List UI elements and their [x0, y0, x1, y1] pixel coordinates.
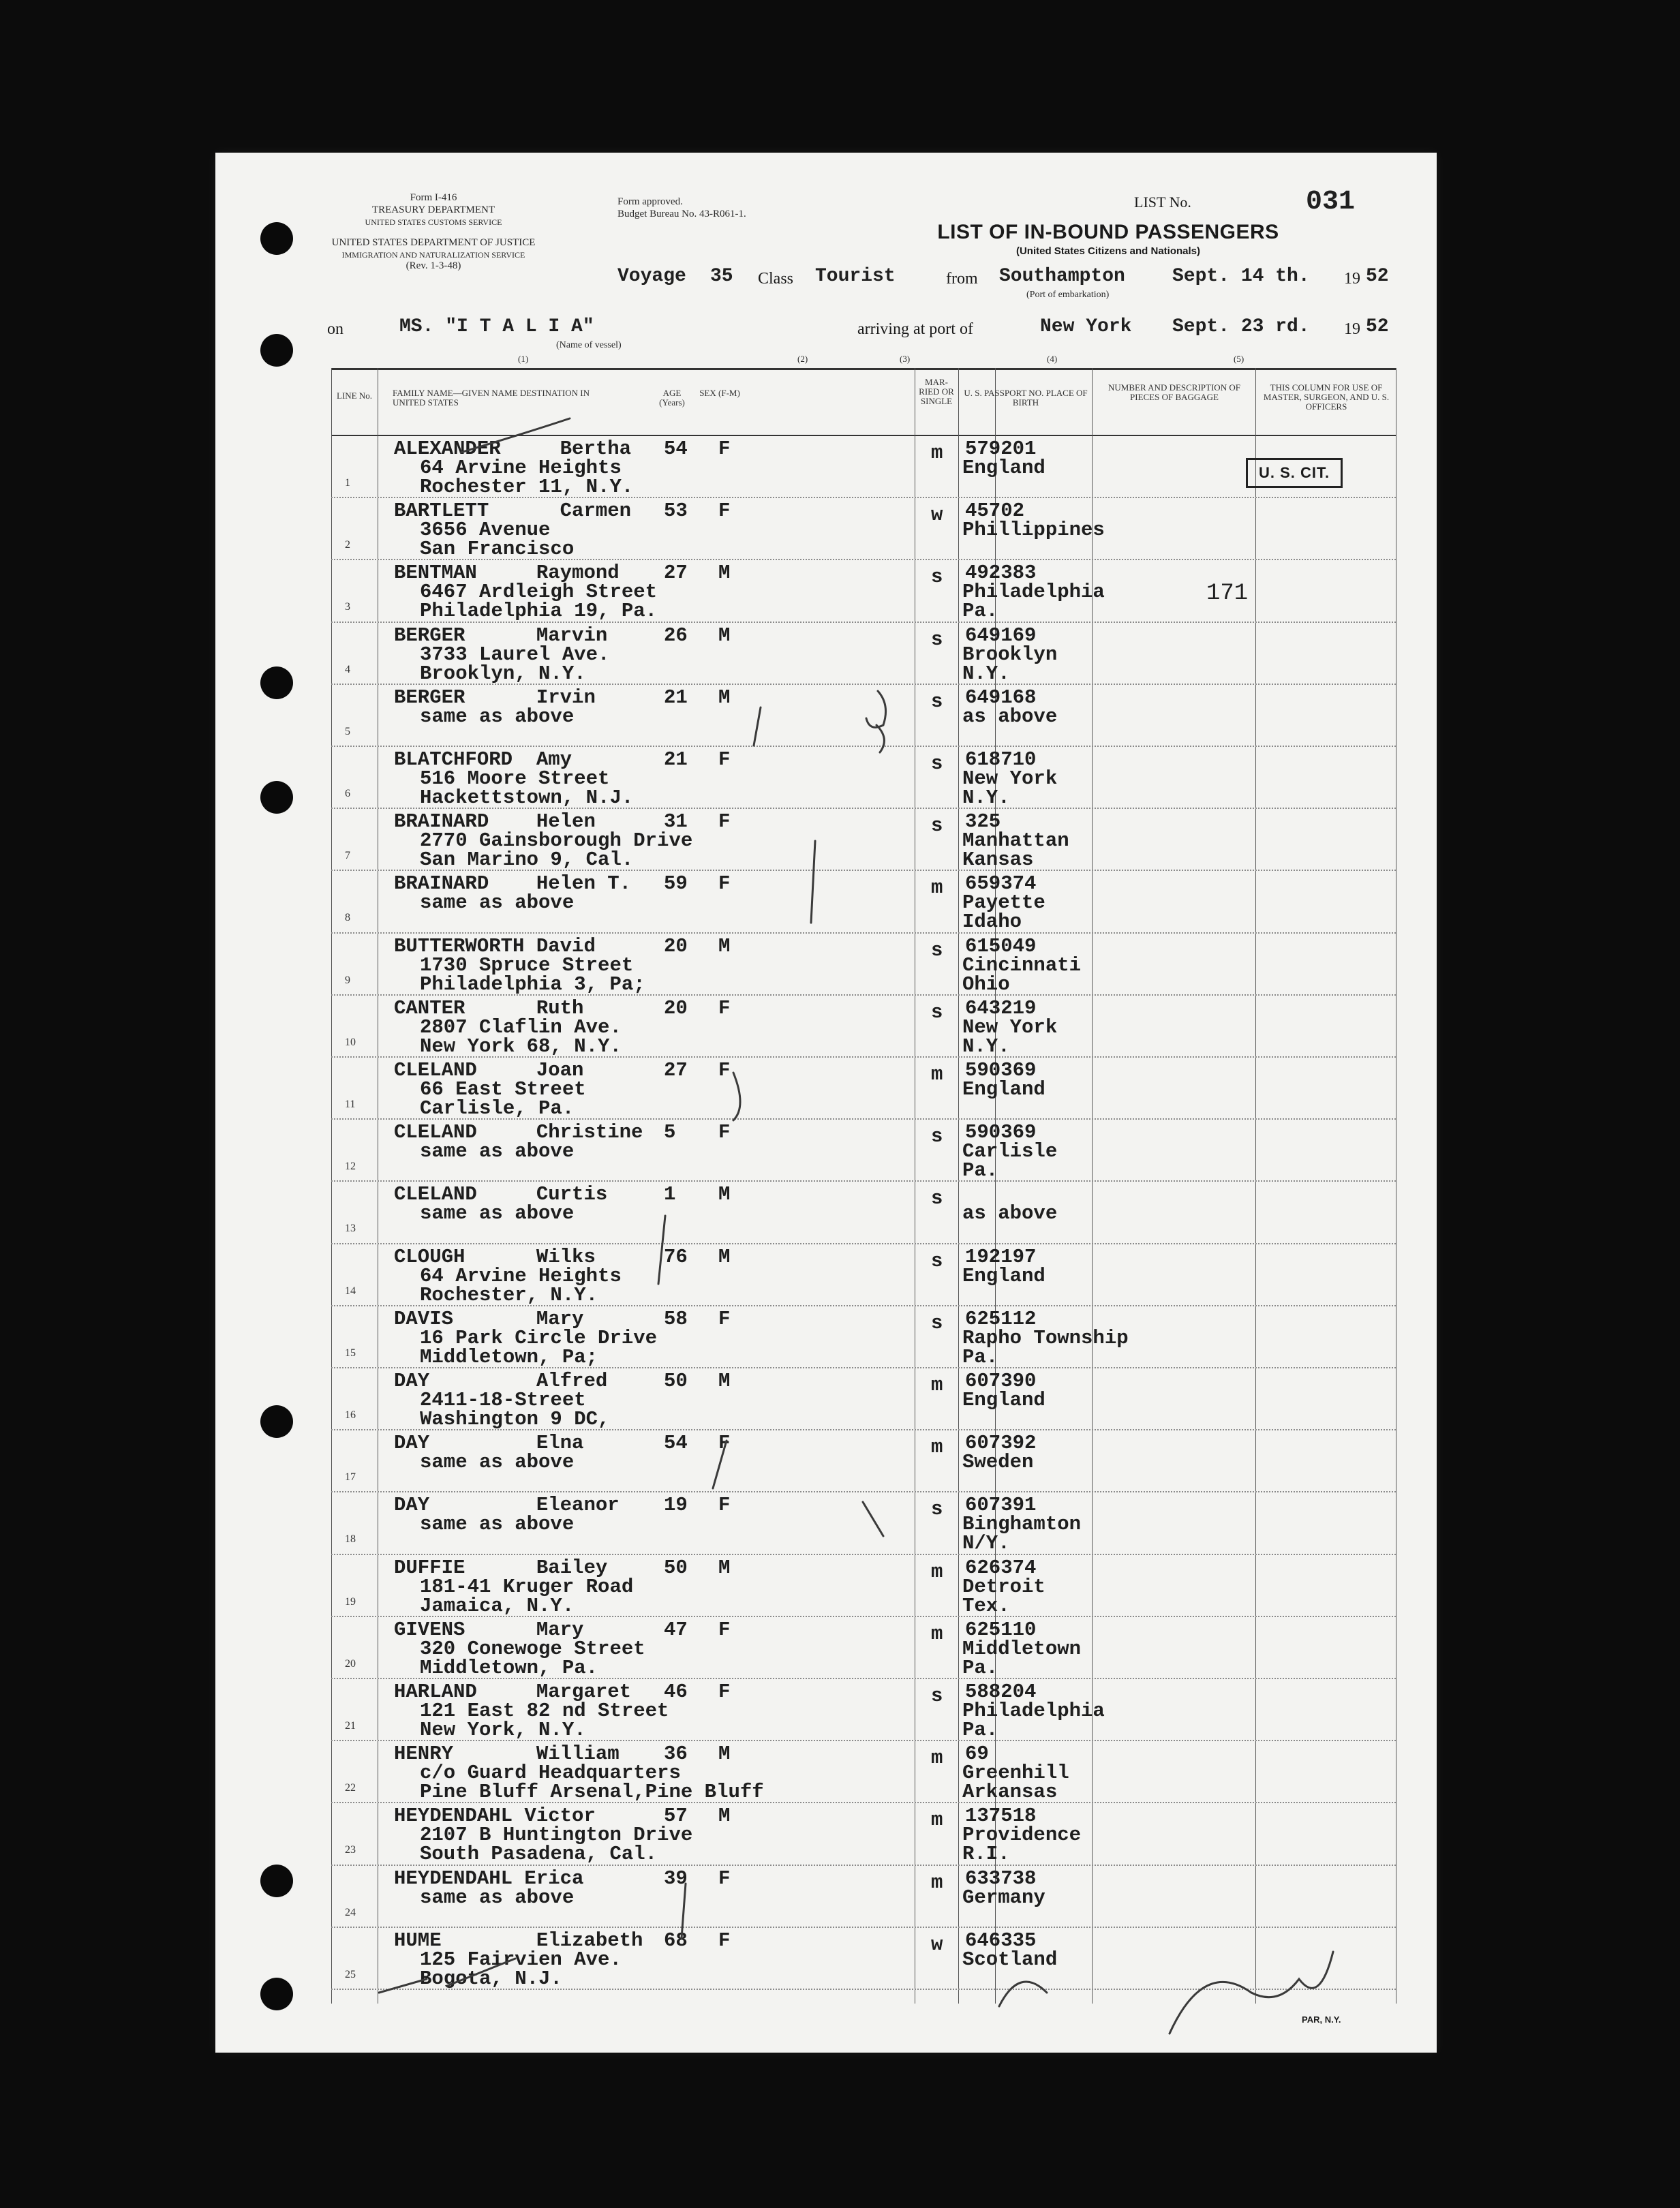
passenger-name: DAY Elna	[394, 1432, 584, 1455]
marital-status: s	[931, 938, 943, 962]
passenger-name: BERGER Irvin	[394, 686, 596, 709]
passenger-address-2: Philadelphia 3, Pa;	[420, 972, 645, 996]
port-of-embarkation: Southampton	[999, 266, 1125, 287]
passport-number: 579201	[965, 438, 1037, 460]
passenger-age: 54	[664, 438, 688, 460]
line-number: 15	[345, 1347, 356, 1359]
passenger-age: 68	[664, 1929, 688, 1952]
class-value: Tourist	[815, 266, 896, 287]
place-of-birth-1: Detroit	[962, 1575, 1045, 1598]
place-of-birth-2: Pa.	[962, 1719, 998, 1741]
passenger-address-1: c/o Guard Headquarters	[420, 1762, 681, 1785]
line-number: 2	[345, 539, 350, 551]
passenger-address-2: New York, N.Y.	[420, 1719, 586, 1741]
passport-number: 626374	[965, 1556, 1037, 1579]
place-of-birth-1: New York	[962, 1015, 1058, 1039]
vessel-name: MS. "I T A L I A"	[399, 316, 594, 337]
place-of-birth-1: Middletown	[962, 1637, 1082, 1660]
passenger-age: 21	[664, 748, 688, 771]
passport-number: 646335	[965, 1929, 1037, 1952]
passport-number: 615049	[965, 934, 1037, 957]
passenger-age: 36	[664, 1743, 688, 1766]
passport-number: 69	[965, 1743, 989, 1766]
officer-note: 171	[1206, 581, 1249, 607]
col-header-officers: THIS COLUMN FOR USE OF MASTER, SURGEON, AND U. S. OFFICERS	[1263, 382, 1390, 412]
col-header-sex: SEX (F-M)	[699, 388, 740, 398]
passenger-age: 1	[664, 1183, 676, 1206]
passenger-address-1: same as above	[420, 1513, 575, 1536]
col-header-married: MAR-RIED OR SINGLE	[919, 377, 954, 406]
place-of-birth-1: Carlisle	[962, 1140, 1058, 1163]
place-of-birth-2: Tex.	[962, 1594, 1010, 1617]
passenger-address-1: 121 East 82 nd Street	[420, 1700, 669, 1722]
col-num-5: (5)	[1234, 354, 1244, 364]
marital-status: w	[931, 1933, 943, 1956]
place-of-birth-1: Brooklyn	[962, 643, 1058, 666]
passport-number: 590369	[965, 1059, 1037, 1082]
passenger-address-1: 66 East Street	[420, 1078, 586, 1101]
passport-number: 590369	[965, 1121, 1037, 1144]
line-number: 3	[345, 601, 350, 613]
passenger-address-1: same as above	[420, 891, 575, 915]
form-title: LIST OF IN-BOUND PASSENGERS	[937, 221, 1279, 243]
passenger-name: CLELAND Joan	[394, 1059, 584, 1082]
passenger-sex: F	[718, 1681, 731, 1703]
line-number: 21	[345, 1720, 356, 1732]
place-of-birth-2: Pa.	[962, 1656, 998, 1679]
passenger-name: HUME Elizabeth	[394, 1929, 643, 1952]
passenger-address-1: 6467 Ardleigh Street	[420, 581, 658, 604]
arrival-port: New York	[1040, 316, 1132, 337]
passport-number: 649169	[965, 624, 1037, 647]
passenger-sex: M	[718, 1805, 731, 1828]
col-header-name: FAMILY NAME—GIVEN NAME DESTINATION IN UNITED STATES	[393, 388, 590, 408]
budget-bureau: Budget Bureau No. 43-R061-1.	[617, 209, 746, 219]
passenger-address-1: 516 Moore Street	[420, 767, 610, 790]
passenger-address-2: Jamaica, N.Y.	[420, 1594, 575, 1617]
passenger-age: 39	[664, 1867, 688, 1890]
passenger-name: CLELAND Curtis	[394, 1183, 608, 1206]
arriving-label: arriving at port of	[857, 320, 973, 338]
passenger-name: BRAINARD Helen T.	[394, 872, 632, 895]
passenger-address-1: 3656 Avenue	[420, 519, 551, 542]
passenger-name: BERGER Marvin	[394, 624, 608, 647]
marital-status: m	[931, 1063, 943, 1086]
passenger-sex: F	[718, 1618, 731, 1641]
passport-number: 492383	[965, 562, 1037, 585]
passenger-age: 59	[664, 872, 688, 895]
passenger-address-1: same as above	[420, 1886, 575, 1909]
passport-number: 45702	[965, 500, 1025, 523]
passport-number: 625112	[965, 1307, 1037, 1330]
line-number: 8	[345, 912, 350, 924]
marital-status: m	[931, 1809, 943, 1832]
passenger-address-2: New York 68, N.Y.	[420, 1034, 622, 1058]
place-of-birth-1: as above	[962, 1202, 1058, 1225]
passenger-name: BRAINARD Helen	[394, 810, 596, 833]
col-header-age: AGE (Years)	[659, 388, 685, 408]
passenger-address-1: 1730 Spruce Street	[420, 953, 634, 977]
passenger-sex: F	[718, 810, 731, 833]
passenger-address-1: 64 Arvine Heights	[420, 457, 622, 479]
passenger-age: 58	[664, 1307, 688, 1330]
dept-immigration: IMMIGRATION AND NATURALIZATION SERVICE	[341, 250, 525, 260]
place-of-birth-1: England	[962, 457, 1045, 479]
passenger-name: HEYDENDAHL Victor	[394, 1805, 596, 1828]
passenger-name: DAVIS Mary	[394, 1307, 584, 1330]
passenger-address-2: Carlisle, Pa.	[420, 1097, 575, 1120]
line-number: 13	[345, 1223, 356, 1235]
col-num-3: (3)	[900, 354, 911, 364]
manifest-page	[215, 153, 1437, 2053]
on-label: on	[327, 320, 343, 338]
passenger-age: 47	[664, 1618, 688, 1641]
passenger-name: DAY Eleanor	[394, 1494, 620, 1517]
passenger-age: 26	[664, 624, 688, 647]
passenger-age: 19	[664, 1494, 688, 1517]
place-of-birth-1: Philadelphia	[962, 1700, 1105, 1722]
passenger-address-1: 3733 Laurel Ave.	[420, 643, 610, 666]
place-of-birth-1: Providence	[962, 1824, 1082, 1847]
passport-number: 618710	[965, 748, 1037, 771]
passenger-sex: F	[718, 1121, 731, 1144]
passenger-age: 21	[664, 686, 688, 709]
passenger-sex: F	[718, 500, 731, 523]
passenger-age: 76	[664, 1245, 688, 1268]
passport-number: 588204	[965, 1681, 1037, 1703]
dept-justice: UNITED STATES DEPARTMENT OF JUSTICE	[331, 237, 536, 248]
passenger-name: ALEXANDER Bertha	[394, 438, 632, 460]
passenger-sex: M	[718, 1556, 731, 1579]
marital-status: m	[931, 1622, 943, 1645]
line-number: 9	[345, 974, 350, 986]
passenger-name: HEYDENDAHL Erica	[394, 1867, 584, 1890]
passport-number: 643219	[965, 996, 1037, 1019]
marital-status: s	[931, 1125, 943, 1148]
col-num-2: (2)	[797, 354, 808, 364]
passenger-age: 20	[664, 996, 688, 1019]
passenger-sex: M	[718, 1183, 731, 1206]
passport-number: 659374	[965, 872, 1037, 895]
passenger-address-2: Washington 9 DC,	[420, 1408, 610, 1430]
place-of-birth-1: England	[962, 1264, 1045, 1287]
departure-date: Sept. 14 th.	[1172, 266, 1310, 287]
arrival-year-prefix: 19	[1344, 320, 1360, 338]
marital-status: s	[931, 1249, 943, 1272]
printer-mark: PAR, N.Y.	[1302, 2014, 1341, 2025]
passenger-address-2: Hackettstown, N.J.	[420, 786, 634, 809]
passenger-sex: M	[718, 624, 731, 647]
us-citizen-stamp: U. S. CIT.	[1246, 458, 1343, 488]
marital-status: s	[931, 566, 943, 589]
place-of-birth-1: Manhattan	[962, 829, 1069, 853]
col-header-line-no: LINE No.	[337, 390, 372, 401]
voyage-label: Voyage	[617, 266, 686, 287]
passenger-age: 57	[664, 1805, 688, 1828]
place-of-birth-1: Payette	[962, 891, 1045, 915]
line-number: 25	[345, 1968, 356, 1980]
line-number: 5	[345, 725, 350, 737]
place-of-birth-2: Kansas	[962, 848, 1034, 872]
passenger-age: 53	[664, 500, 688, 523]
place-of-birth-2: Pa.	[962, 1159, 998, 1182]
line-number: 12	[345, 1161, 356, 1173]
passenger-address-2: Philadelphia 19, Pa.	[420, 600, 658, 623]
passenger-name: GIVENS Mary	[394, 1618, 584, 1641]
marital-status: s	[931, 1685, 943, 1707]
marital-status: m	[931, 1747, 943, 1770]
passenger-sex: M	[718, 934, 731, 957]
passenger-sex: F	[718, 748, 731, 771]
passenger-sex: M	[718, 1245, 731, 1268]
place-of-birth-2: Pa.	[962, 1345, 998, 1368]
passenger-address-2: Rochester, N.Y.	[420, 1283, 598, 1306]
place-of-birth-2: N.Y.	[962, 662, 1010, 685]
arrival-date: Sept. 23 rd.	[1172, 316, 1310, 337]
passenger-sex: F	[718, 1059, 731, 1082]
passenger-address-1: same as above	[420, 1202, 575, 1225]
dept-treasury: TREASURY DEPARTMENT	[371, 204, 495, 215]
passport-number: 325	[965, 810, 1001, 833]
marital-status: m	[931, 1560, 943, 1583]
passenger-sex: M	[718, 1370, 731, 1392]
passenger-sex: F	[718, 438, 731, 460]
list-number: 031	[1306, 187, 1356, 217]
passenger-address-1: same as above	[420, 1451, 575, 1474]
passenger-address-1: same as above	[420, 1140, 575, 1163]
place-of-birth-2: Ohio	[962, 972, 1010, 996]
dept-customs: UNITED STATES CUSTOMS SERVICE	[365, 217, 502, 227]
passenger-name: DUFFIE Bailey	[394, 1556, 608, 1579]
passport-number: 649168	[965, 686, 1037, 709]
passenger-sex: F	[718, 872, 731, 895]
place-of-birth-1: Cincinnati	[962, 953, 1082, 977]
passenger-name: BARTLETT Carmen	[394, 500, 632, 523]
place-of-birth-1: Philadelphia	[962, 581, 1105, 604]
place-of-birth-1: England	[962, 1389, 1045, 1411]
passenger-address-2: Rochester 11, N.Y.	[420, 476, 634, 498]
place-of-birth-2: N/Y.	[962, 1532, 1010, 1555]
passenger-name: BLATCHFORD Amy	[394, 748, 572, 771]
marital-status: s	[931, 628, 943, 651]
line-number: 14	[345, 1285, 356, 1297]
place-of-birth-2: R.I.	[962, 1843, 1010, 1866]
passenger-sex: M	[718, 562, 731, 585]
form-subtitle: (United States Citizens and Nationals)	[1015, 245, 1201, 257]
marital-status: m	[931, 1374, 943, 1396]
place-of-birth-1: England	[962, 1078, 1045, 1101]
passenger-name: CLOUGH Wilks	[394, 1245, 596, 1268]
marital-status: m	[931, 1436, 943, 1459]
place-of-birth-1: Scotland	[962, 1948, 1058, 1971]
place-of-birth-1: New York	[962, 767, 1058, 790]
passenger-address-1: 64 Arvine Heights	[420, 1264, 622, 1287]
passport-number: 137518	[965, 1805, 1037, 1828]
marital-status: s	[931, 690, 943, 713]
passenger-address-1: 125 Fairvien Ave.	[420, 1948, 622, 1971]
passenger-address-2: South Pasadena, Cal.	[420, 1843, 658, 1866]
place-of-birth-2: N.Y.	[962, 786, 1010, 809]
passenger-address-2: Pine Bluff Arsenal,Pine Bluff	[420, 1781, 764, 1804]
col-num-4: (4)	[1047, 354, 1058, 364]
line-number: 6	[345, 788, 350, 799]
place-of-birth-2: Arkansas	[962, 1781, 1058, 1804]
place-of-birth-2: Pa.	[962, 600, 998, 623]
passenger-name: HENRY William	[394, 1743, 620, 1766]
line-number: 20	[345, 1657, 356, 1670]
from-label: from	[946, 270, 978, 288]
marital-status: m	[931, 442, 943, 464]
voyage-number: 35	[710, 266, 733, 287]
marital-status: w	[931, 504, 943, 527]
marital-status: m	[931, 876, 943, 900]
place-of-birth-2: Idaho	[962, 910, 1022, 934]
passenger-name: BUTTERWORTH David	[394, 934, 596, 957]
place-of-birth-1: Greenhill	[962, 1762, 1069, 1785]
col-header-passport: U. S. PASSPORT NO. PLACE OF BIRTH	[964, 388, 1088, 408]
passenger-address-1: 16 Park Circle Drive	[420, 1326, 658, 1349]
place-of-birth-1: Germany	[962, 1886, 1045, 1909]
passenger-sex: M	[718, 686, 731, 709]
passenger-address-1: 320 Conewoge Street	[420, 1637, 645, 1660]
line-number: 16	[345, 1409, 356, 1421]
passenger-address-2: Middletown, Pa;	[420, 1345, 598, 1368]
passenger-address-2: Brooklyn, N.Y.	[420, 662, 586, 685]
marital-status: s	[931, 1311, 943, 1334]
passenger-sex: F	[718, 1307, 731, 1330]
passport-number: 633738	[965, 1867, 1037, 1890]
passport-number: 607390	[965, 1370, 1037, 1392]
passenger-age: 20	[664, 934, 688, 957]
line-number: 10	[345, 1036, 356, 1048]
revision: (Rev. 1-3-48)	[406, 260, 461, 271]
passenger-age: 5	[664, 1121, 676, 1144]
place-of-birth-1: Rapho Township	[962, 1326, 1129, 1349]
departure-year-prefix: 19	[1344, 270, 1360, 288]
line-number: 23	[345, 1844, 356, 1856]
passenger-address-1: same as above	[420, 705, 575, 728]
marital-status: s	[931, 814, 943, 838]
passenger-sex: F	[718, 1867, 731, 1890]
passenger-name: DAY Alfred	[394, 1370, 608, 1392]
col-header-baggage: NUMBER AND DESCRIPTION OF PIECES OF BAGGAGE	[1108, 382, 1240, 402]
line-number: 11	[345, 1099, 356, 1110]
passenger-address-2: Bogota, N.J.	[420, 1967, 562, 1990]
passport-number: 607392	[965, 1432, 1037, 1455]
place-of-birth-1: Binghamton	[962, 1513, 1082, 1536]
line-number: 22	[345, 1782, 356, 1794]
place-of-birth-1: Phillippines	[962, 519, 1105, 542]
passenger-age: 46	[664, 1681, 688, 1703]
place-of-birth-1: Sweden	[962, 1451, 1034, 1474]
passenger-address-1: 2770 Gainsborough Drive	[420, 829, 693, 853]
col-num-1: (1)	[518, 354, 529, 364]
line-number: 18	[345, 1533, 356, 1546]
passenger-age: 27	[664, 1059, 688, 1082]
form-number: Form I-416	[410, 192, 457, 203]
marital-status: m	[931, 1871, 943, 1894]
passenger-age: 50	[664, 1370, 688, 1392]
place-of-birth-1: as above	[962, 705, 1058, 728]
list-no-label: LIST No.	[1134, 194, 1191, 211]
passenger-sex: F	[718, 1929, 731, 1952]
line-number: 1	[345, 477, 350, 489]
passenger-age: 31	[664, 810, 688, 833]
line-number: 7	[345, 850, 350, 862]
passenger-sex: F	[718, 1432, 731, 1455]
passenger-address-2: Middletown, Pa.	[420, 1656, 598, 1679]
passenger-sex: F	[718, 996, 731, 1019]
port-embark-caption: (Port of embarkation)	[1026, 290, 1110, 300]
marital-status: s	[931, 1498, 943, 1521]
class-label: Class	[758, 270, 794, 288]
marital-status: s	[931, 1187, 943, 1210]
marital-status: s	[931, 752, 943, 775]
handwritten-marks	[215, 153, 1437, 2053]
passenger-name: CANTER Ruth	[394, 996, 584, 1019]
passenger-address-1: 181-41 Kruger Road	[420, 1575, 634, 1598]
passenger-name: CLELAND Christine	[394, 1121, 643, 1144]
passport-number: 625110	[965, 1618, 1037, 1641]
passenger-address-2: San Marino 9, Cal.	[420, 848, 634, 872]
passenger-age: 50	[664, 1556, 688, 1579]
passenger-address-2: San Francisco	[420, 538, 575, 561]
form-approved: Form approved.	[617, 196, 683, 207]
vessel-caption: (Name of vessel)	[556, 340, 622, 350]
departure-year: 52	[1366, 266, 1389, 287]
passenger-age: 54	[664, 1432, 688, 1455]
marital-status: s	[931, 1000, 943, 1024]
place-of-birth-2: N.Y.	[962, 1034, 1010, 1058]
passenger-address-1: 2411-18-Street	[420, 1389, 586, 1411]
passport-number: 607391	[965, 1494, 1037, 1517]
passenger-address-1: 2807 Claflin Ave.	[420, 1015, 622, 1039]
line-number: 24	[345, 1906, 356, 1918]
passenger-sex: F	[718, 1494, 731, 1517]
arrival-year: 52	[1366, 316, 1389, 337]
passenger-name: HARLAND Margaret	[394, 1681, 632, 1703]
passenger-sex: M	[718, 1743, 731, 1766]
line-number: 19	[345, 1595, 356, 1608]
passenger-address-1: 2107 B Huntington Drive	[420, 1824, 693, 1847]
line-number: 17	[345, 1471, 356, 1484]
line-number: 4	[345, 663, 350, 675]
passenger-name: BENTMAN Raymond	[394, 562, 620, 585]
passenger-age: 27	[664, 562, 688, 585]
passport-number: 192197	[965, 1245, 1037, 1268]
